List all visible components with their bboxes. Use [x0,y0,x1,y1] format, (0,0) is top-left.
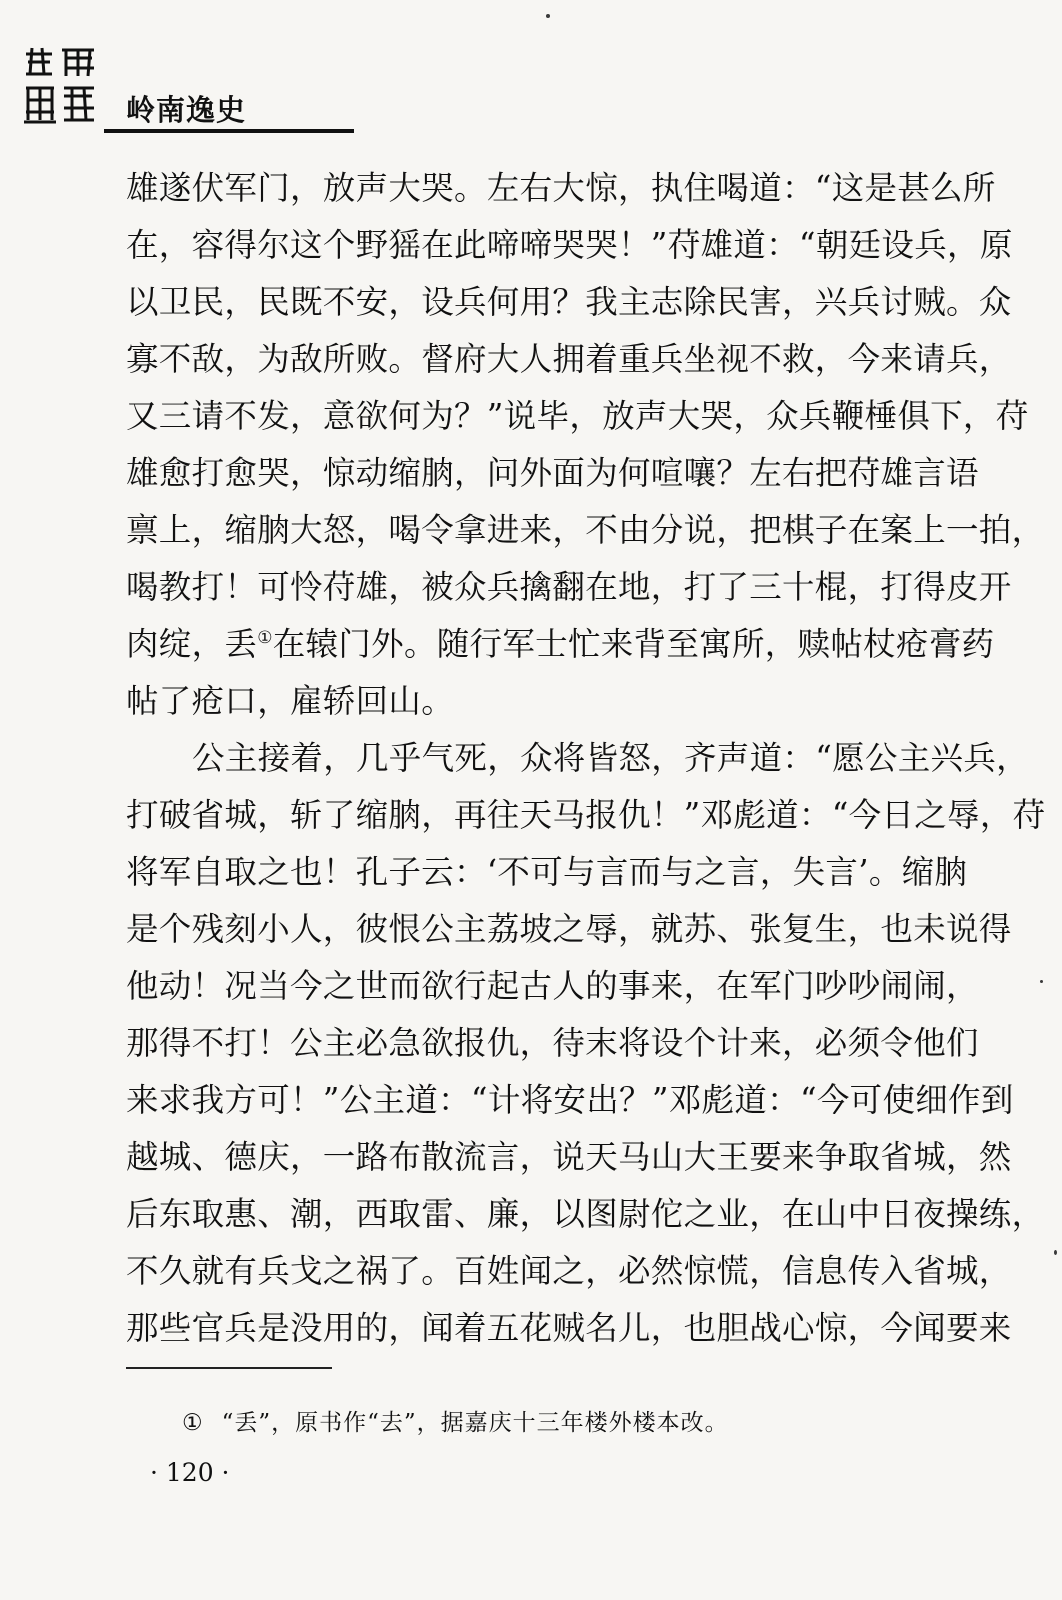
text-line: 禀上，缩朒大怒，喝令拿进来，不由分说，把棋子在案上一拍， [126,511,1045,549]
text-line: 不久就有兵戈之祸了。百姓闻之，必然惊慌，信息传入省城， [126,1252,1012,1290]
main-text [126,160,1046,1357]
text-line: 将军自取之也！孔子云：‘不可与言而与之言，失言’。缩朒 [126,853,968,891]
text-line: 以卫民，民既不安，设兵何用？我主志除民害，兴兵讨贼。众 [126,283,1012,321]
text-line: 越城、德庆，一路布散流言，说天马山大王要来争取省城，然 [126,1138,1012,1176]
text-line: 是个残刻小人，彼恨公主荔坡之辱，就苏、张复生，也未说得 [126,910,1012,948]
text-line: 又三请不发，意欲何为？”说毕，放声大哭，众兵鞭棰俱下，苻 [126,397,1029,435]
text-line: 帖了疮口，雇轿回山。 [126,682,455,720]
text-segment: 肉绽，丢 [126,625,258,663]
text-line: 那得不打！公主必急欲报仇，待末将设个计来，必须令他们 [126,1024,979,1062]
text-line: 那些官兵是没用的，闻着五花贼名儿，也胆战心惊，今闻要来 [126,1309,1012,1347]
footnote [182,1404,729,1437]
running-header-title: 岭南逸史 [126,93,247,127]
scan-speck [1040,980,1043,983]
text-line-with-footnote [126,616,995,673]
page-number: · 120 · [150,1458,230,1487]
scan-speck [1054,1250,1057,1255]
text-line: 来求我方可！”公主道：“计将安出？”邓彪道：“今可使细作到 [126,1081,1014,1119]
text-line: 喝教打！可怜苻雄，被众兵擒翻在地，打了三十棍，打得皮开 [126,568,1012,606]
footnote-text: “丢”，原书作“去”，据嘉庆十三年楼外楼本改。 [221,1410,729,1436]
text-line: 后东取惠、潮，西取雷、廉，以图尉佗之业，在山中日夜操练， [126,1195,1045,1233]
text-line: 雄愈打愈哭，惊动缩朒，问外面为何喧嚷？左右把苻雄言语 [126,454,979,492]
header-rule [104,129,354,133]
text-line: 在，容得尔这个野猺在此啼啼哭哭！”苻雄道：“朝廷设兵，原 [126,226,1013,264]
seal-logo-icon [22,44,98,128]
scan-speck [546,14,550,18]
text-line: 雄遂伏军门，放声大哭。左右大惊，执住喝道：“这是甚么所 [126,169,996,207]
footnote-reference[interactable]: ① [257,628,273,649]
paragraph-start-line: 公主接着，几乎气死，众将皆怒，齐声道：“愿公主兴兵， [192,739,1029,777]
footnote-rule [126,1367,332,1369]
text-line: 寡不敌，为敌所败。督府大人拥着重兵坐视不救，今来请兵， [126,340,1012,378]
text-line: 他动！况当今之世而欲行起古人的事来，在军门吵吵闹闹， [126,967,979,1005]
text-segment: 在辕门外。随行军士忙来背至寓所，赎帖杖疮膏药 [272,625,995,663]
text-line: 打破省城，斩了缩朒，再往天马报仇！”邓彪道：“今日之辱，苻 [126,796,1046,834]
footnote-mark: ① [182,1410,204,1436]
